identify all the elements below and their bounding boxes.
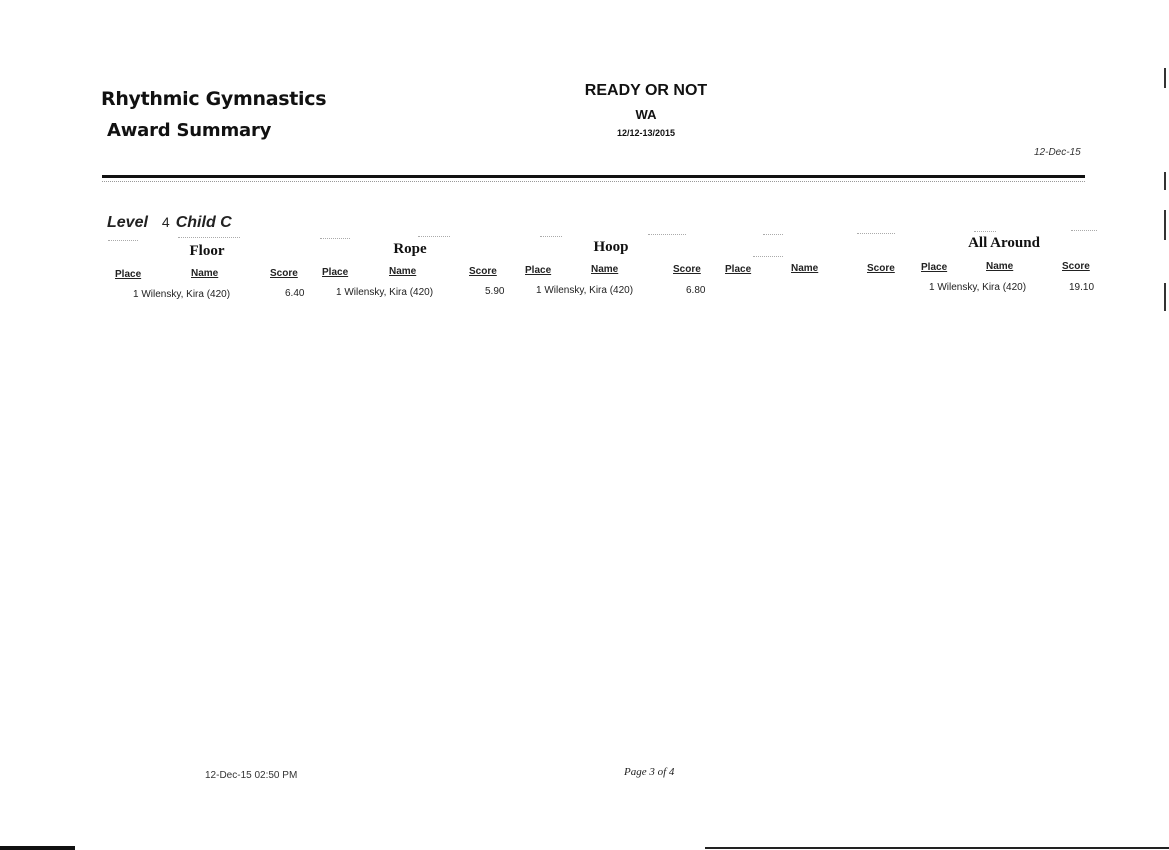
- event-header-all-around: All Around: [968, 235, 1040, 251]
- footer-printed: 12-Dec-15 02:50 PM: [205, 770, 298, 781]
- col-name: Name: [591, 264, 619, 275]
- dotted-fragment: [108, 240, 138, 241]
- result-place: 1: [133, 289, 139, 300]
- result-name: Wilensky, Kira (420): [141, 289, 231, 300]
- level-heading: [107, 214, 246, 232]
- result-floor: [133, 289, 230, 300]
- result-score: 5.90: [485, 286, 505, 297]
- level-number: 4: [161, 214, 170, 230]
- scan-edge-mark: [1164, 68, 1166, 88]
- dotted-fragment: [540, 236, 562, 237]
- result-hoop: [536, 285, 633, 296]
- dotted-fragment: [320, 238, 350, 239]
- division-label: Child C: [175, 214, 232, 231]
- header-rule: [102, 175, 1085, 178]
- scan-edge-mark: [1164, 283, 1166, 311]
- dotted-fragment: [648, 234, 686, 235]
- col-place: Place: [115, 269, 142, 280]
- scan-edge-mark: [1164, 172, 1166, 190]
- col-score: Score: [673, 264, 701, 275]
- col-name: Name: [986, 261, 1014, 272]
- col-name: Name: [791, 263, 819, 274]
- result-place: 1: [536, 285, 542, 296]
- report-title: Rhythmic Gymnastics: [101, 88, 327, 110]
- meet-dates: 12/12-13/2015: [616, 128, 676, 138]
- col-place: Place: [921, 262, 948, 273]
- result-score: 19.10: [1069, 282, 1095, 293]
- event-header-rope: Rope: [393, 241, 427, 257]
- dotted-fragment: [178, 237, 240, 238]
- result-score: 6.80: [686, 285, 706, 296]
- dotted-fragment: [753, 256, 783, 257]
- meet-state: WA: [635, 107, 657, 122]
- result-all-around: [929, 282, 1026, 293]
- footer-page: Page 3 of 4: [624, 766, 675, 778]
- scan-edge-mark: [1164, 210, 1166, 240]
- result-name: Wilensky, Kira (420): [937, 282, 1027, 293]
- col-score: Score: [1062, 261, 1090, 272]
- scan-edge-left: [0, 846, 75, 850]
- dotted-fragment: [857, 233, 895, 234]
- dotted-fragment: [1071, 230, 1097, 231]
- level-label: Level: [107, 214, 148, 231]
- event-header-hoop: Hoop: [593, 239, 629, 255]
- dotted-fragment: [418, 236, 450, 237]
- col-place: Place: [322, 267, 349, 278]
- event-header-floor: Floor: [189, 243, 225, 259]
- col-place: Place: [725, 264, 752, 275]
- col-score: Score: [270, 268, 298, 279]
- dotted-fragment: [974, 231, 996, 232]
- result-rope: [336, 287, 433, 298]
- scan-edge-right: [705, 847, 1169, 849]
- header-rule-dotted: [102, 181, 1085, 182]
- meet-name: READY OR NOT: [584, 82, 708, 99]
- dotted-fragment: [763, 234, 783, 235]
- result-name: Wilensky, Kira (420): [344, 287, 434, 298]
- col-name: Name: [389, 266, 417, 277]
- col-name: Name: [191, 268, 219, 279]
- report-date: 12-Dec-15: [1034, 147, 1081, 158]
- result-place: 1: [929, 282, 935, 293]
- col-score: Score: [469, 266, 497, 277]
- result-place: 1: [336, 287, 342, 298]
- result-score: 6.40: [285, 288, 305, 299]
- col-place: Place: [525, 265, 552, 276]
- col-score: Score: [867, 263, 895, 274]
- report-subtitle: Award Summary: [107, 120, 272, 141]
- result-name: Wilensky, Kira (420): [544, 285, 634, 296]
